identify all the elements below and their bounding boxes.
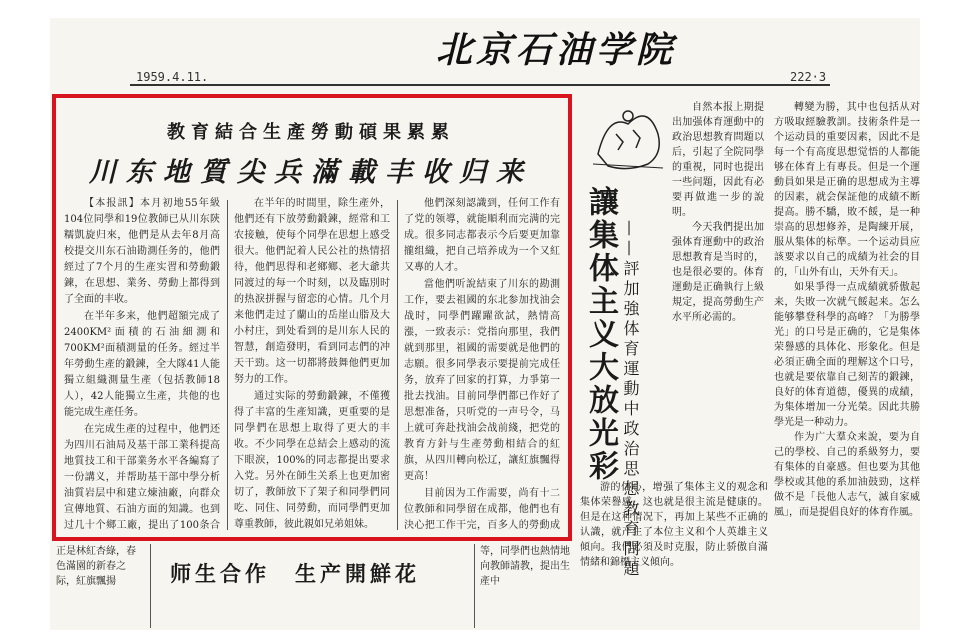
paragraph: 當他們听說結束了川东的勘測工作，要去祖國的东北参加找油会战时，同學們躍躍欲試，熱情高漲，一致表示：党指向那里，我們就到那里，祖國的需要就是他們的志願。很多同學表示要提前完成任务，放弃了回家的打算，力爭第一批去找油。目前同學們都已作好了思想准备，只听党的一声号令，马上就可奔赴找油会战前綫，把党的教育方針与生產勞動相結合的紅旗，从四川轉向松辽，讓紅旗飄得更高！ bbox=[404, 279, 560, 482]
paragraph: 自然本报上期提出加强体育運動中的政治思想教育問題以后，引起了全院同學的重視，同时也提出一些问題，因此有必要再做進一步的說明。 bbox=[672, 102, 764, 218]
editorial-column-1 bbox=[672, 100, 764, 480]
masthead bbox=[50, 18, 920, 90]
issue-number: 222·3 bbox=[790, 70, 827, 84]
article-body bbox=[64, 196, 560, 532]
paragraph: 作为广大羣众来說，要为自己的學校、自己的系級努力，要有集体的自豪感。但也要为其他學校或其他的系加油鼓勁，这样做不是「長他人志气，滅自家威風」，而是提倡良好的体育作風。 bbox=[774, 432, 920, 518]
paragraph: 【本报訊】本月初地55年級104位同學和19位教師已从川东陝糯凱旋归來，他們是从去年8月高校提交川东石油勘測任务的，他們經过了7个月的生產实習和勞動鍛鍊，在思想、業务、勞動上都得到了全面的丰收。 bbox=[64, 198, 220, 305]
article-headline: 教育結合生產勞動碩果累累 bbox=[167, 122, 455, 143]
editorial-title: 讓集体主义大放光彩 bbox=[583, 186, 618, 483]
editorial-article bbox=[580, 94, 920, 630]
article-column-3 bbox=[404, 196, 560, 532]
paragraph: 今天我們提出加强体育運動中的政治思想教育是当时的，也是很必要的。体育運動是正确執行上級規定，提高勞動生产水平所必需的。 bbox=[672, 222, 764, 323]
paragraph: 他們深刻認識到，任何工作有了党的领導，就能順利而完满的完成。很多同志都表示今后要更加靠攏组織，把自己培养成为一个又紅又專的人才。 bbox=[404, 198, 560, 273]
paragraph: 如果爭得一点成績就骄傲起来，失敗一次就气餒起来。怎么能够攀登科學的高峰？「为勝學光」的口号是正确的，它是集体荣譽感的具体化、形象化。但是必須正确全面的理解这个口号，也就是要依靠自己刻苦的鍛鍊，良好的体育道德，優異的成績，为集体增加一分光榮。因此共勝學光是一种动力。 bbox=[774, 282, 920, 428]
paragraph: 在完成生產的过程中，他們还为四川石油局及基干部工業科提高地質技工和干部業务水平各編寫了一份講义，并帮助基干部中學分析油質岩层中和建立煉油廠，向群众宣傳地質、石油方面的知識。也到过几十个鄉工廠，提出了100条合 bbox=[64, 424, 220, 531]
highlighted-article bbox=[52, 94, 572, 541]
bottom-article-headline: 师生合作 生产開鮮花 bbox=[170, 561, 420, 586]
newspaper-page bbox=[50, 18, 920, 630]
article-column-2 bbox=[234, 196, 390, 532]
editorial-bottom-text bbox=[580, 480, 768, 630]
article-subheadline: 川东地質尖兵滿載丰收归来 bbox=[89, 157, 533, 188]
paragraph: 在半年的时間里，除生產外，他們还有下放勞動鍛鍊，經常和工农接触，使每个同學在思想上感受很大。他們記着人民公社的热情招待，他們思得和老鄉鄉、老大爺共同渡过的每一个时刻，以及臨別时的热淚拼握与留恋的心情。几个月来他們走过了蘭山的岳崖山脂及大小村庄，到处看到的是川东人民的智慧，創造發明，看到同志們的冲天干勁。这一切都將鼓舞他們更加努力的工作。 bbox=[234, 198, 390, 385]
column-divider bbox=[397, 200, 398, 530]
masthead-rule bbox=[130, 84, 830, 86]
issue-date: 1959.4.11. bbox=[136, 70, 209, 84]
bottom-right-snippet: 等，同學們也熱情地向教師請教，提出生產中 bbox=[480, 546, 570, 587]
paragraph: 游的信心，增强了集体主义的观念和集体荣譽感，这也就是很主流是健康的。但是在这种情况下，再加上某些不正确的认識，就产生了本位主义和个人英雄主义傾向。我們必須及时克服，防止骄傲自滿情緒和錦標主义傾向。 bbox=[580, 482, 768, 568]
paragraph: 在半年多来，他們超額完成了2400KM²面積的石油細測和700KM²面積測量的任务。經过半年勞動生產的鍛鍊，全大隊41人能獨立組織測量生產（包括教師18人），42人能獨立生產，共他的也能完成生產任务。 bbox=[64, 311, 220, 418]
editorial-column-2 bbox=[774, 100, 920, 630]
column-divider bbox=[150, 544, 151, 628]
paragraph: 轉變为勝，其中也包括从对方吸取經驗教訓。技術条件是一个运动員的重要因素，因此不是每一个有高度思想觉悟的人都能够在体育上有專長。但是一个運動員如果是正确的思想成为主導的因素，就会保証他的成績不断提高。勝不驕，敗不餒，是一种崇高的思想修养，是陶練开展，服从集体的标準。一个运动員应該要求以自己的成績为社会的目的，「山外有山，天外有天」。 bbox=[774, 102, 920, 278]
editorial-subtitle: ——評加強体育運動中政治思想教育問題 bbox=[621, 220, 640, 580]
article-column-1 bbox=[64, 196, 220, 532]
cartoon-illustration-icon bbox=[588, 94, 668, 174]
paragraph: 通过实际的勞動鍛鍊，不僅獲得了丰富的生產知識，更重要的是同學們在思想上取得了更大的丰收。不少同學在总結会上感动的流下眼淚，100%的同志都提出要求入党。另外在師生关系上也更加密切了，教師放下了架子和同學們同吃、同住、同勞動，而同學們更加尊重教師，彼此親如兄弟姐妹。 bbox=[234, 391, 390, 530]
column-divider bbox=[227, 200, 228, 530]
column-divider bbox=[474, 544, 475, 628]
paragraph: 目前因为工作需要，尚有十二位教師和同學留在成都，他們也有決心把工作干完，百多人的勞動成 bbox=[404, 488, 560, 531]
bottom-left-snippet: 正是林紅杏綠，春色滿園的新春之际，紅旗飄揚 bbox=[56, 546, 136, 587]
newspaper-title: 北京石油学院 bbox=[436, 29, 677, 71]
